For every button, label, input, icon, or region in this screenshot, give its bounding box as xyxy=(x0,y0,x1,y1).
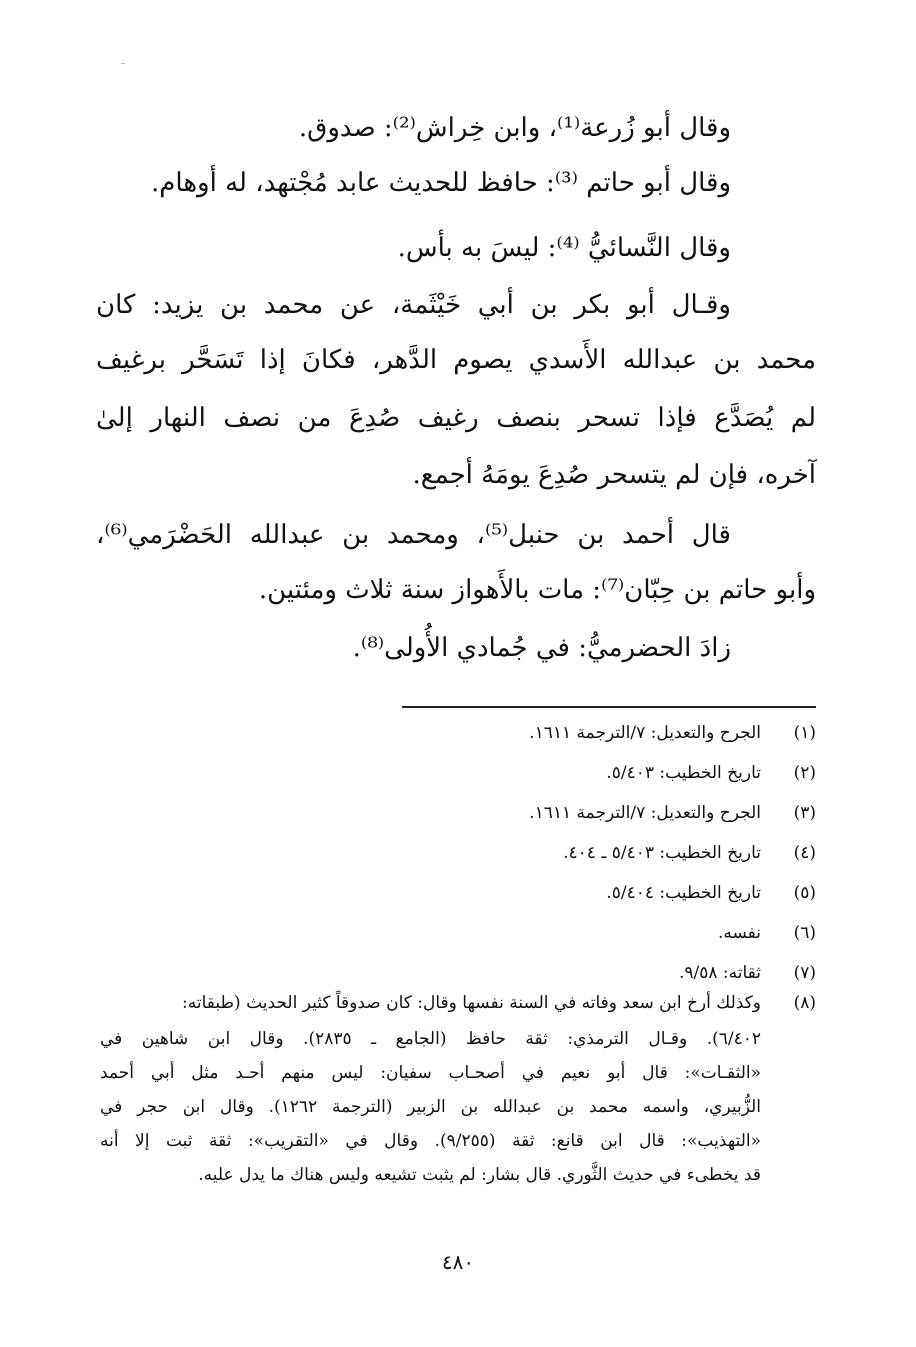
footnote-divider xyxy=(402,706,816,708)
page-number: ٤٨٠ xyxy=(441,1250,475,1274)
footnote-text: الجرح والتعديل: ٧/الترجمة ١٦١١. xyxy=(529,803,761,823)
body-line: وأبو حاتم بن حِبّان⁽⁷⁾: مات بالأَهواز سنة ثلاث ومئتين. xyxy=(258,575,816,605)
body-line: محمد بن عبدالله الأَسدي يصوم الدَّهر، فكانَ إذا تَسَحَّر برغيف xyxy=(96,345,816,375)
footnote-text: تاريخ الخطيب: ٥/٤٠٣ ـ ٤٠٤. xyxy=(563,843,761,863)
body-line: قال أحمد بن حنبل⁽⁵⁾، ومحمد بن عبدالله الحَضْرَمي⁽⁶⁾، xyxy=(96,520,731,550)
footnote-text: ثقاته: ٩/٥٨. xyxy=(678,963,761,983)
footnote-number: (٣) xyxy=(793,803,816,823)
body-line: وقال النَّسائيُّ ⁽⁴⁾: ليسَ به بأس. xyxy=(397,233,731,263)
body-line: وقال أبو حاتم ⁽³⁾: حافظ للحديث عابد مُجْتهد، له أوهام. xyxy=(151,168,731,198)
footnote-number: (٦) xyxy=(793,923,816,943)
footnote-text: وكذلك أرخ ابن سعد وفاته في السنة نفسها وقال: كان صدوقاً كثير الحديث (طبقاته: xyxy=(182,993,761,1013)
footnote-text: تاريخ الخطيب: ٥/٤٠٤. xyxy=(606,883,761,903)
footnote-text: تاريخ الخطيب: ٥/٤٠٣. xyxy=(606,763,761,783)
body-line: وقـال أبو بكر بن أبي خَيْثَمة، عن محمد بن يزيد: كان xyxy=(96,290,731,320)
footnote-continuation: ٦/٤٠٢). وقـال الترمذي: ثقة حافظ (الجامع ـ ٢٨٣٥). وقال ابن شاهين في xyxy=(100,1029,762,1049)
footnote-number: (١) xyxy=(793,723,816,743)
body-line: وقال أبو زُرعة⁽¹⁾، وابن خِراش⁽²⁾: صدوق. xyxy=(298,113,731,143)
footnote-continuation: الزُّبيري، واسمه محمد بن عبدالله بن الزبير (الترجمة ١٢٦٢). وقال ابن حجر في xyxy=(100,1097,761,1117)
footnote-text: نفسه. xyxy=(717,923,761,943)
footnote-number: (٥) xyxy=(793,883,816,903)
footnote-continuation: «الثقـات»: قال أبو نعيم في أصحـاب سفيان: ليس منهم أحـد مثل أبي أحمد xyxy=(100,1063,761,1083)
footnote-number: (٢) xyxy=(793,763,816,783)
footnote-continuation: «التهذيب»: قال ابن قانع: ثقة (٩/٢٥٥). وقال في «التقريب»: ثقة ثبت إلا أنه xyxy=(100,1131,761,1151)
body-line: آخره، فإن لم يتسحر صُدِعَ يومَهُ أجمع. xyxy=(412,460,816,490)
body-line: لم يُصَدَّع فإذا تسحر بنصف رغيف صُدِعَ من نصف النهار إلىٰ xyxy=(96,403,816,433)
footnote-continuation: قد يخطىء في حديث الثَّوري. قال بشار: لم يثبت تشيعه وليس هناك ما يدل عليه. xyxy=(198,1165,761,1185)
body-line: زادَ الحضرميُّ: في جُمادي الأُولى⁽⁸⁾. xyxy=(352,633,731,663)
footnote-text: الجرح والتعديل: ٧/الترجمة ١٦١١. xyxy=(529,723,761,743)
scan-speck xyxy=(121,63,125,64)
footnote-number: (٤) xyxy=(793,843,816,863)
footnote-number: (٧) xyxy=(793,963,816,983)
footnote-number: (٨) xyxy=(793,993,816,1013)
